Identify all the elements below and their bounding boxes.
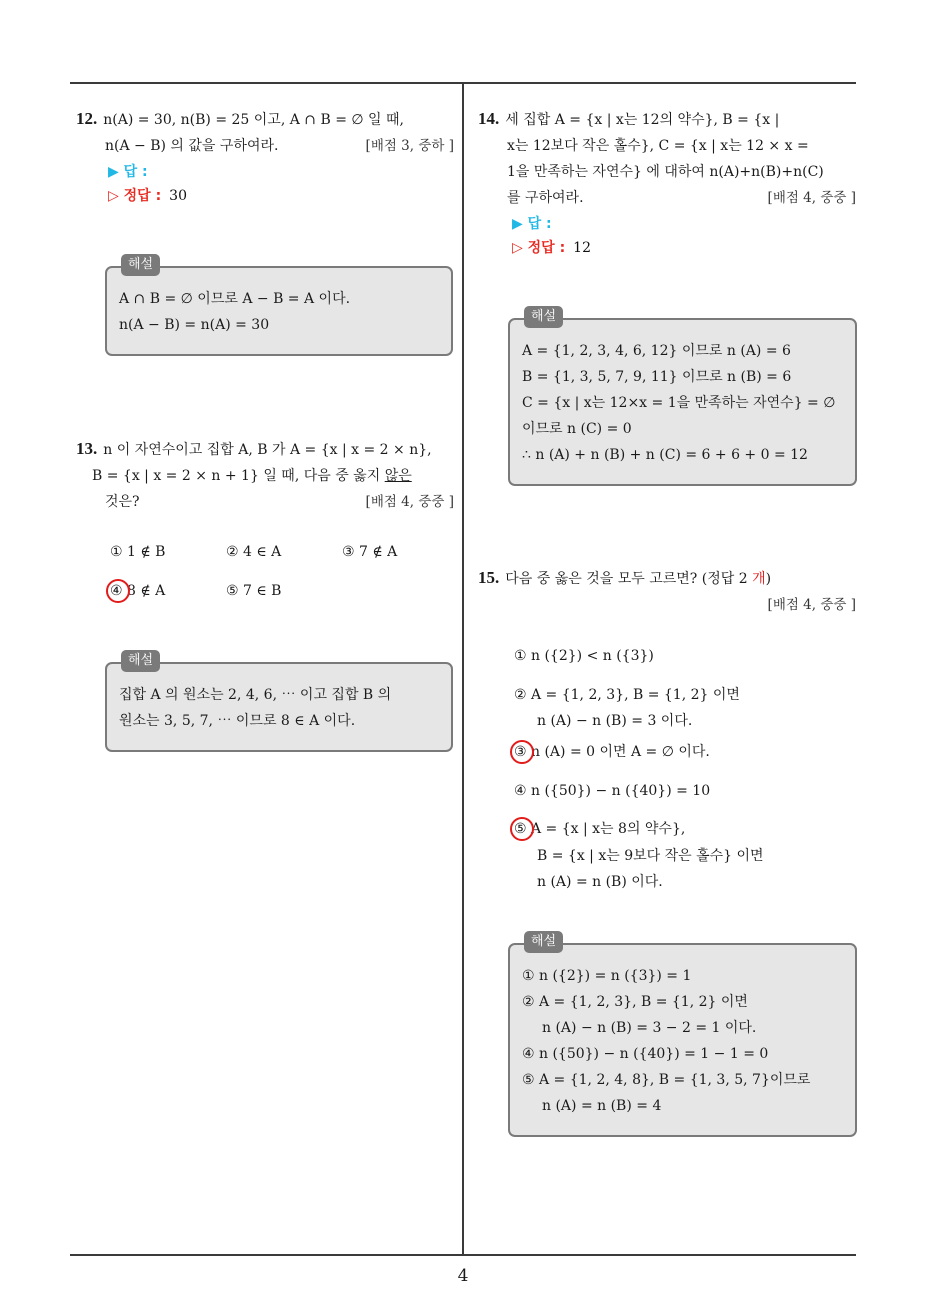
correct-label: ▷ 정답 : xyxy=(108,188,162,204)
option-5-cont: n (A) = n (B) 이다. xyxy=(537,874,663,890)
option-4: ④ n ({50}) − n ({40}) = 10 xyxy=(514,783,711,799)
question-12 xyxy=(76,106,454,159)
explanation-box-12 xyxy=(105,257,453,356)
score-meta: [배점 3, 중하 ] xyxy=(365,138,454,154)
option-1: ① n ({2}) < n ({3}) xyxy=(514,648,654,664)
highlight-word: 개 xyxy=(752,571,766,587)
explain-tag: 해설 xyxy=(121,254,160,276)
option-3: ③ 7 ∉ A xyxy=(342,544,398,560)
score-meta: [배점 4, 중중 ] xyxy=(767,190,856,206)
answer-block-14 xyxy=(512,212,591,260)
explain-line: ① n ({2}) = n ({3}) = 1 xyxy=(522,968,692,984)
explain-line: 원소는 3, 5, 7, ⋯ 이므로 8 ∈ A 이다. xyxy=(119,713,356,729)
answer-label: ▶ 답 : xyxy=(108,164,148,180)
question-text: n(A − B) 의 값을 구하여라. xyxy=(105,138,279,154)
option-4: ④ 8 ∉ A xyxy=(110,583,166,599)
score-meta: [배점 4, 중중 ] xyxy=(767,597,856,613)
underlined-word: 않은 xyxy=(384,468,412,484)
answer-mark-circle xyxy=(106,579,130,603)
option-2: ② 4 ∈ A xyxy=(226,544,282,560)
explain-line: A ∩ B = ∅ 이므로 A − B = A 이다. xyxy=(119,291,351,307)
question-13 xyxy=(76,436,454,515)
answer-label: ▶ 답 : xyxy=(512,216,552,232)
answer-block-12 xyxy=(108,160,187,208)
question-text: 1을 만족하는 자연수} 에 대하여 n(A)+n(B)+n(C) xyxy=(507,164,824,180)
explain-line: ② A = {1, 2, 3}, B = {1, 2} 이면 xyxy=(522,994,748,1010)
option-1: ① 1 ∉ B xyxy=(110,544,166,560)
explanation-box-15 xyxy=(508,934,857,1137)
question-number: 12. xyxy=(76,109,98,128)
question-number: 14. xyxy=(478,109,500,128)
explain-tag: 해설 xyxy=(524,931,563,953)
question-14 xyxy=(478,106,856,211)
question-text: B = {x | x = 2 × n + 1} 일 때, 다음 중 옳지 xyxy=(92,468,385,484)
option-3: ③ n (A) = 0 이면 A = ∅ 이다. xyxy=(514,744,710,760)
correct-label: ▷ 정답 : xyxy=(512,240,566,256)
explain-line: ④ n ({50}) − n ({40}) = 1 − 1 = 0 xyxy=(522,1046,769,1062)
explain-tag: 해설 xyxy=(121,650,160,672)
explain-line: 집합 A 의 원소는 2, 4, 6, ⋯ 이고 집합 B 의 xyxy=(119,687,392,703)
option-2: ② A = {1, 2, 3}, B = {1, 2} 이면 xyxy=(514,687,740,703)
bottom-rule xyxy=(70,1254,856,1256)
question-text: 를 구하여라. xyxy=(507,190,584,206)
explanation-box-14 xyxy=(508,309,857,486)
page-number: 4 xyxy=(457,1266,469,1286)
question-text: n 이 자연수이고 집합 A, B 가 A = {x | x = 2 × n}, xyxy=(103,442,432,458)
explain-line: ∴ n (A) + n (B) + n (C) = 6 + 6 + 0 = 12 xyxy=(522,447,808,463)
question-text: 것은? xyxy=(105,494,140,510)
answer-mark-circle xyxy=(510,817,534,841)
option-5: ⑤ A = {x | x는 8의 약수}, xyxy=(514,821,686,837)
explain-line: ⑤ A = {1, 2, 4, 8}, B = {1, 3, 5, 7}이므로 xyxy=(522,1072,811,1088)
question-15 xyxy=(478,565,856,618)
explain-line: C = {x | x는 12×x = 1을 만족하는 자연수} = ∅ xyxy=(522,395,836,411)
correct-value: 12 xyxy=(573,240,591,256)
question-number: 15. xyxy=(478,568,500,587)
question-text: x는 12보다 작은 홀수}, C = {x | x는 12 × x = xyxy=(507,138,809,154)
option-5: ⑤ 7 ∈ B xyxy=(226,583,282,599)
question-text: ) xyxy=(765,571,772,587)
explanation-box-13 xyxy=(105,653,453,752)
score-meta: [배점 4, 중중 ] xyxy=(365,494,454,510)
question-text: 세 집합 A = {x | x는 12의 약수}, B = {x | xyxy=(505,112,780,128)
question-text: 다음 중 옳은 것을 모두 고르면? (정답 2 xyxy=(505,571,753,587)
question-number: 13. xyxy=(76,439,98,458)
correct-value: 30 xyxy=(169,188,187,204)
explain-line: B = {1, 3, 5, 7, 9, 11} 이므로 n (B) = 6 xyxy=(522,369,792,385)
explain-line: 이므로 n (C) = 0 xyxy=(522,421,632,437)
question-text: n(A) = 30, n(B) = 25 이고, A ∩ B = ∅ 일 때, xyxy=(103,112,404,128)
option-5-cont: B = {x | x는 9보다 작은 홀수} 이면 xyxy=(537,848,764,864)
answer-mark-circle xyxy=(510,740,534,764)
explain-line: n(A − B) = n(A) = 30 xyxy=(119,317,270,333)
option-2-cont: n (A) − n (B) = 3 이다. xyxy=(537,713,693,729)
explain-line: A = {1, 2, 3, 4, 6, 12} 이므로 n (A) = 6 xyxy=(522,343,791,359)
explain-line: n (A) − n (B) = 3 − 2 = 1 이다. xyxy=(542,1020,757,1036)
explain-tag: 해설 xyxy=(524,306,563,328)
explain-line: n (A) = n (B) = 4 xyxy=(542,1098,662,1114)
column-divider xyxy=(462,82,464,1256)
